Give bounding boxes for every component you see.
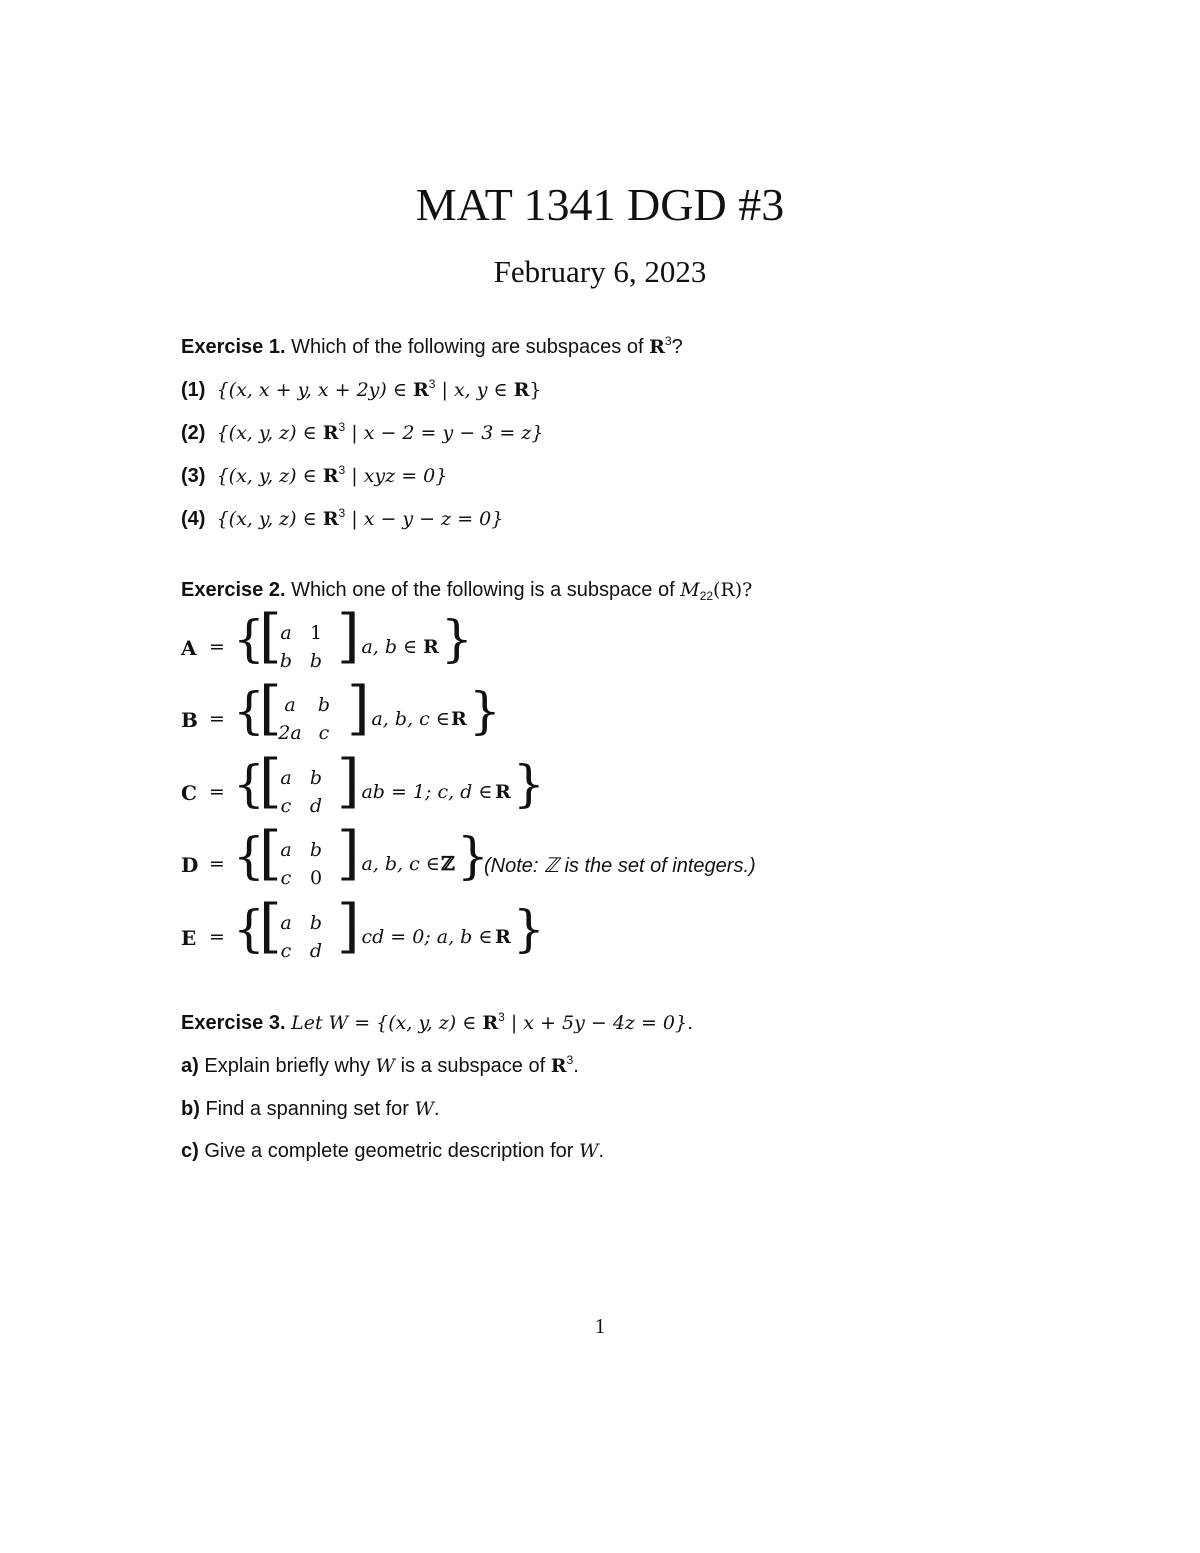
part-end: . <box>573 1055 579 1077</box>
option-label: E <box>181 926 197 950</box>
matrix-cell: c <box>280 795 292 817</box>
item-close: } <box>529 379 542 401</box>
part-end: . <box>434 1098 440 1120</box>
item-expr-cond: | x − 2 = y − 3 = z} <box>345 422 544 444</box>
matrix-cell: a <box>280 912 292 934</box>
item-expr: {(x, x + y, x + 2y) ∈ <box>216 379 413 401</box>
close-brace: } <box>441 610 473 668</box>
right-bracket: ] <box>337 747 360 815</box>
exercise-2-space-sub: 22 <box>699 589 714 603</box>
exercise-1-question: Which of the following are subspaces of <box>291 336 644 358</box>
matrix-cell: c <box>318 722 330 744</box>
matrix-cell: a <box>280 839 292 861</box>
exercise-1-item-3 <box>181 465 447 488</box>
equals-sign: = <box>209 708 225 730</box>
matrix-cell: b <box>279 650 293 672</box>
part-text: Explain briefly why <box>204 1055 376 1077</box>
exercise-3-prompt <box>181 1012 693 1035</box>
set-field: ℤ <box>441 853 455 875</box>
exercise-2-prompt <box>181 579 752 602</box>
option-c <box>181 747 1081 827</box>
right-bracket: ] <box>347 674 370 742</box>
exercise-1-space-exp: 3 <box>664 334 672 348</box>
right-bracket: ] <box>337 892 360 960</box>
equals-sign: = <box>209 926 225 948</box>
part-variable: W <box>375 1055 396 1077</box>
document-date: February 6, 2023 <box>493 254 707 289</box>
item-space: R <box>322 508 339 530</box>
item-space-exp: 3 <box>338 463 346 477</box>
exercise-1-label: Exercise 1. <box>181 336 286 358</box>
matrix-cell: a <box>284 694 296 716</box>
exercise-1-item-1 <box>181 379 542 402</box>
item-space: R <box>322 422 339 444</box>
set-condition: : ab = 1; c, d ∈ <box>349 781 493 803</box>
item-number: (4) <box>181 508 206 530</box>
item-expr-cond: | x, y ∈ <box>435 379 514 401</box>
item-expr-cond: | x − y − z = 0} <box>345 508 504 530</box>
exercise-1-question-end: ? <box>671 336 683 358</box>
left-bracket: [ <box>259 892 282 960</box>
part-letter: a) <box>181 1055 199 1077</box>
left-bracket: [ <box>259 602 282 670</box>
equals-sign: = <box>209 853 225 875</box>
part-space: R <box>550 1055 567 1077</box>
item-number: (2) <box>181 422 206 444</box>
close-brace: } <box>469 682 501 740</box>
left-bracket: [ <box>259 819 282 887</box>
item-number: (1) <box>181 379 206 401</box>
exercise-2-label: Exercise 2. <box>181 579 286 601</box>
right-bracket: ] <box>337 819 360 887</box>
option-label: B <box>181 708 198 732</box>
open-brace: { <box>233 900 265 958</box>
matrix-cell: d <box>309 940 323 962</box>
set-condition: : a, b, c ∈ <box>359 708 450 730</box>
left-bracket: [ <box>259 674 282 742</box>
option-d <box>181 819 1081 899</box>
matrix-cell: b <box>309 767 323 789</box>
exercise-2-space-field: (R)? <box>713 579 753 601</box>
integers-note: (Note: ℤ is the set of integers.) <box>484 855 756 877</box>
part-end: . <box>598 1140 605 1162</box>
part-letter: b) <box>181 1098 200 1120</box>
set-field: R <box>495 781 511 803</box>
part-letter: c) <box>181 1140 199 1162</box>
close-brace: } <box>513 755 545 813</box>
item-number: (3) <box>181 465 206 487</box>
exercise-2-space: M <box>680 579 700 601</box>
set-condition: : a, b ∈ <box>349 636 418 658</box>
exercise-3-part-a <box>181 1055 579 1078</box>
part-space-exp: 3 <box>566 1053 574 1067</box>
matrix-cell: b <box>317 694 331 716</box>
document-title: MAT 1341 DGD #3 <box>415 179 785 230</box>
set-condition: : a, b, c ∈ <box>349 853 440 875</box>
matrix-cell: c <box>280 867 292 889</box>
open-brace: { <box>233 610 265 668</box>
part-text-cont: is a subspace of <box>395 1055 551 1077</box>
open-brace: { <box>233 755 265 813</box>
open-brace: { <box>233 827 265 885</box>
matrix-cell: 2a <box>278 722 302 744</box>
exercise-3-intro: Let W = {(x, y, z) ∈ <box>291 1012 483 1034</box>
right-bracket: ] <box>337 602 360 670</box>
option-a <box>181 602 1081 682</box>
matrix-cell: b <box>309 839 323 861</box>
item-expr: {(x, y, z) ∈ <box>216 508 323 530</box>
item-space-exp: 3 <box>428 377 436 391</box>
item-space: R <box>412 379 429 401</box>
exercise-1-item-4 <box>181 508 503 531</box>
matrix-cell: a <box>280 767 292 789</box>
part-text: Find a spanning set for <box>205 1098 415 1120</box>
set-field: R <box>495 926 511 948</box>
item-expr: {(x, y, z) ∈ <box>216 422 323 444</box>
set-field: R <box>423 636 439 658</box>
matrix-cell: c <box>280 940 292 962</box>
exercise-1-prompt <box>181 336 683 359</box>
exercise-3-condition: | x + 5y − 4z = 0}. <box>504 1012 694 1034</box>
item-expr: {(x, y, z) ∈ <box>216 465 323 487</box>
matrix-cell: b <box>309 912 323 934</box>
part-variable: W <box>578 1140 599 1162</box>
matrix-cell: d <box>309 795 323 817</box>
item-expr-cond: | xyz = 0} <box>345 465 448 487</box>
part-variable: W <box>414 1098 434 1120</box>
set-field: R <box>451 708 467 730</box>
exercise-2-question: Which one of the following is a subspace of <box>291 579 675 601</box>
exercise-3-label: Exercise 3. <box>181 1012 286 1034</box>
part-text: Give a complete geometric description for <box>204 1140 579 1162</box>
equals-sign: = <box>209 636 225 658</box>
open-brace: { <box>233 682 265 740</box>
item-space: R <box>322 465 339 487</box>
exercise-3-space: R <box>482 1012 499 1034</box>
left-bracket: [ <box>259 747 282 815</box>
exercise-3-space-exp: 3 <box>498 1010 505 1024</box>
option-e <box>181 892 1081 972</box>
matrix-cell: 1 <box>309 622 323 644</box>
equals-sign: = <box>209 781 225 803</box>
matrix-cell: a <box>280 622 292 644</box>
exercise-3-part-b <box>181 1098 440 1121</box>
exercise-1-item-2 <box>181 422 543 445</box>
page-number: 1 <box>594 1314 606 1338</box>
item-space-exp: 3 <box>338 506 346 520</box>
set-condition: : cd = 0; a, b ∈ <box>349 926 493 948</box>
exercise-1-space: R <box>649 336 665 358</box>
close-brace: } <box>513 900 545 958</box>
option-b <box>181 674 1081 754</box>
close-brace: } <box>457 827 489 885</box>
item-field: R <box>513 379 530 401</box>
item-space-exp: 3 <box>338 420 346 434</box>
exercise-3-part-c <box>181 1140 604 1163</box>
option-label: C <box>181 781 197 805</box>
option-label: A <box>181 636 197 660</box>
matrix-cell: b <box>309 650 323 672</box>
matrix-cell: 0 <box>309 867 323 889</box>
option-label: D <box>181 853 199 877</box>
